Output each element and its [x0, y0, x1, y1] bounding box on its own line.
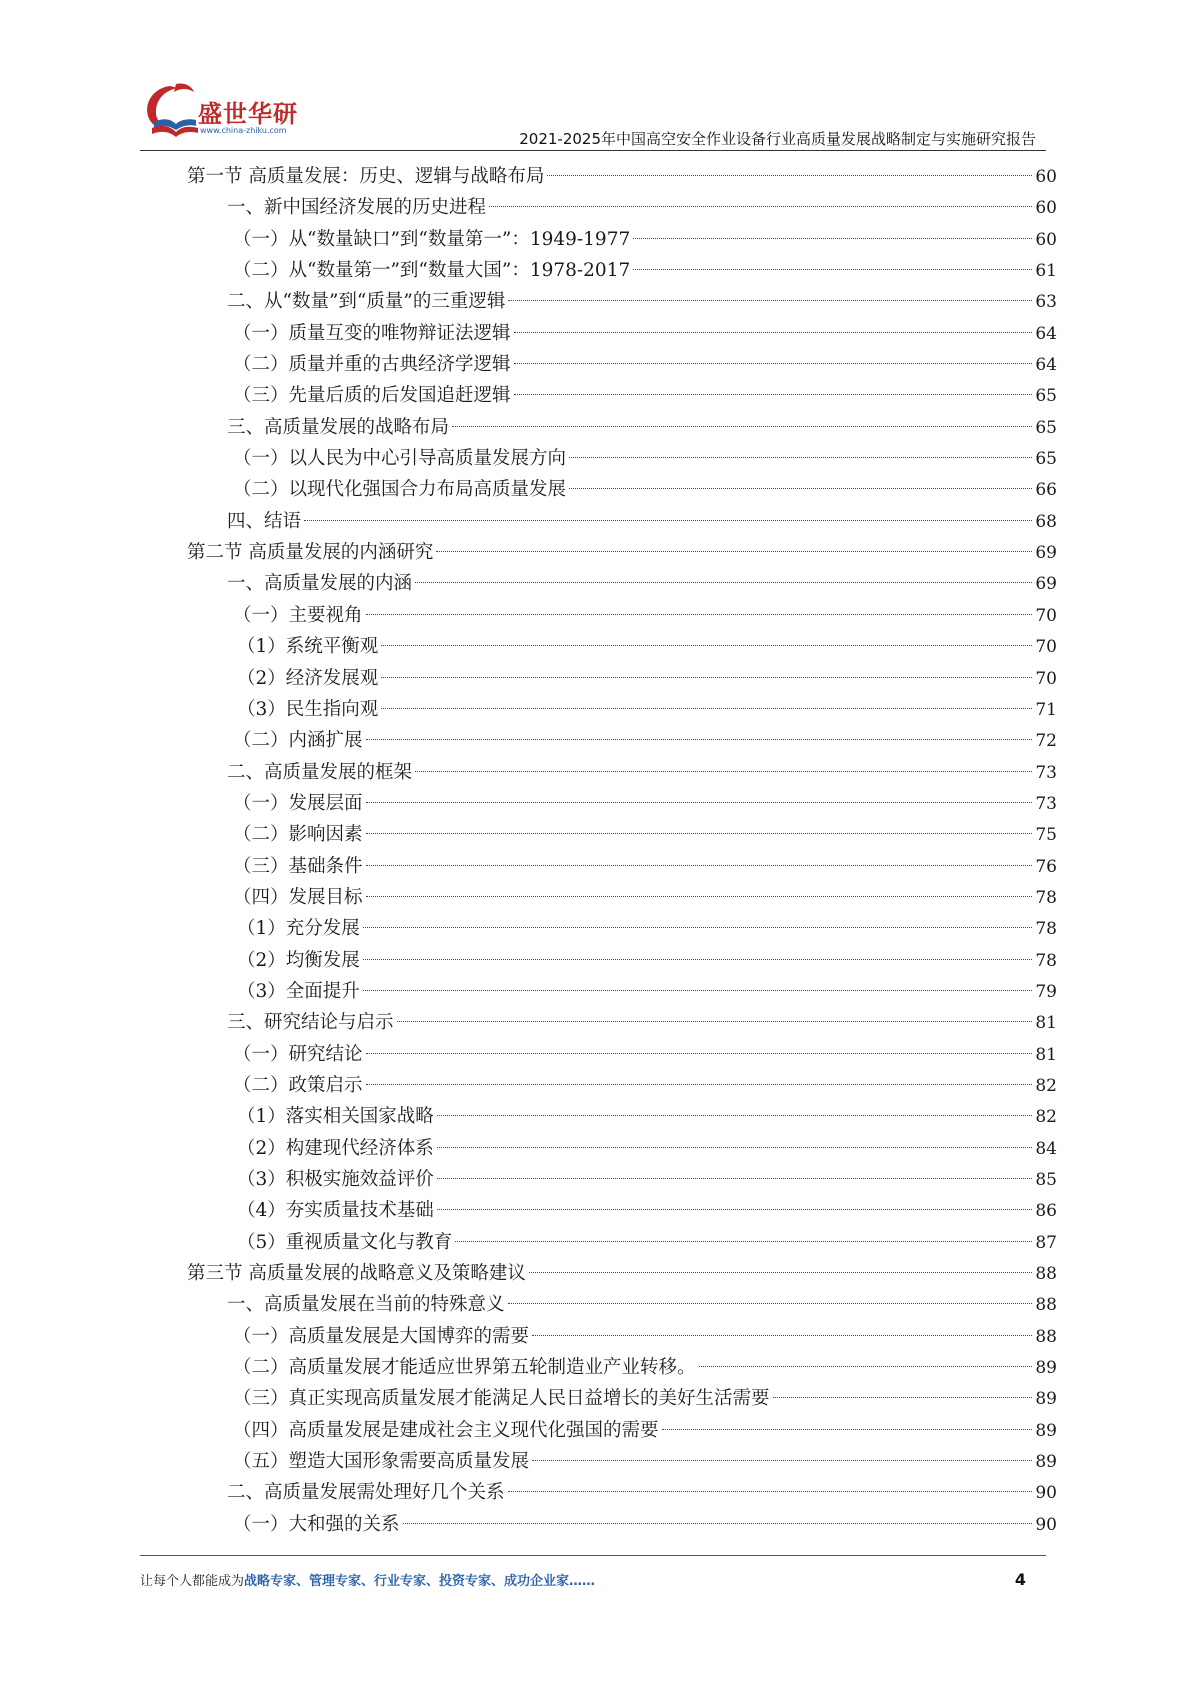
toc-entry[interactable] [187, 945, 1057, 976]
toc-entry-title: 第一节 高质量发展：历史、逻辑与战略布局 [187, 166, 545, 187]
company-logo [140, 80, 310, 150]
toc-dot-leader [304, 520, 1032, 521]
toc-entry-title: （二）以现代化强国合力布局高质量发展 [233, 479, 567, 501]
toc-entry-title: 二、从“数量”到“质量”的三重逻辑 [227, 291, 506, 313]
report-title: 2021-2025年中国高空安全作业设备行业高质量发展战略制定与实施研究报告 [519, 130, 1036, 148]
toc-entry-title: （二）高质量发展才能适应世界第五轮制造业产业转移。 [233, 1357, 696, 1379]
toc-dot-leader [363, 927, 1033, 928]
toc-entry[interactable] [187, 1258, 1057, 1289]
toc-dot-leader [397, 1021, 1033, 1022]
toc-entry[interactable] [187, 1070, 1057, 1101]
toc-entry[interactable] [187, 1007, 1057, 1038]
toc-entry-page: 66 [1035, 480, 1057, 501]
toc-entry-page: 76 [1035, 856, 1057, 877]
toc-entry-title: （3）积极实施效益评价 [237, 1169, 434, 1190]
toc-entry-title: 三、高质量发展的战略布局 [227, 416, 450, 438]
toc-dot-leader [514, 332, 1033, 333]
toc-entry-page: 65 [1035, 417, 1057, 438]
toc-entry-title: （三）真正实现高质量发展才能满足人民日益增长的美好生活需要 [233, 1388, 770, 1410]
toc-entry[interactable] [187, 725, 1057, 756]
footer-divider [140, 1555, 1046, 1556]
toc-entry-title: （二）质量并重的古典经济学逻辑 [233, 354, 511, 376]
toc-dot-leader [532, 1460, 1032, 1461]
toc-entry[interactable] [187, 1101, 1057, 1132]
toc-entry[interactable] [187, 1415, 1057, 1446]
toc-entry-page: 89 [1035, 1389, 1057, 1410]
toc-entry[interactable] [187, 1133, 1057, 1164]
toc-entry[interactable] [187, 1509, 1057, 1540]
toc-dot-leader [529, 1272, 1032, 1273]
toc-entry-page: 73 [1035, 793, 1057, 814]
toc-dot-leader [381, 645, 1032, 646]
toc-entry[interactable] [187, 1446, 1057, 1477]
toc-dot-leader [437, 1147, 1033, 1148]
page-header [0, 0, 1191, 160]
toc-entry-page: 72 [1035, 731, 1057, 752]
toc-entry-title: （3）民生指向观 [237, 698, 379, 720]
toc-dot-leader [514, 363, 1033, 364]
toc-entry-title: （2）构建现代经济体系 [237, 1137, 434, 1159]
toc-entry[interactable] [187, 412, 1057, 443]
toc-dot-leader [363, 990, 1033, 991]
toc-dot-leader [415, 771, 1032, 772]
toc-dot-leader [437, 1115, 1033, 1116]
toc-entry-page: 64 [1035, 323, 1057, 344]
toc-entry[interactable] [187, 568, 1057, 599]
toc-entry[interactable] [187, 600, 1057, 631]
toc-entry-title: 四、结语 [227, 510, 302, 532]
toc-entry-page: 82 [1035, 1107, 1057, 1128]
toc-entry-page: 89 [1035, 1358, 1057, 1379]
toc-dot-leader [381, 677, 1032, 678]
toc-entry-page: 88 [1035, 1264, 1057, 1285]
toc-entry-page: 86 [1035, 1201, 1057, 1222]
page-number: 4 [1014, 1570, 1026, 1589]
toc-dot-leader [366, 614, 1033, 615]
toc-entry[interactable] [187, 537, 1057, 568]
toc-entry-page: 82 [1035, 1075, 1057, 1096]
toc-entry-title: 一、新中国经济发展的历史进程 [227, 197, 487, 219]
toc-entry[interactable] [187, 788, 1057, 819]
toc-entry-page: 69 [1035, 543, 1057, 564]
toc-entry-page: 81 [1035, 1044, 1057, 1065]
toc-entry[interactable] [187, 757, 1057, 788]
toc-dot-leader [514, 394, 1033, 395]
toc-entry-page: 61 [1035, 261, 1057, 282]
toc-entry-title: （二）政策启示 [233, 1074, 363, 1096]
toc-dot-leader [569, 457, 1032, 458]
toc-entry[interactable] [187, 1477, 1057, 1508]
toc-entry-title: （二）内涵扩展 [233, 730, 363, 752]
toc-entry[interactable] [187, 1321, 1057, 1352]
toc-entry-page: 73 [1035, 762, 1057, 783]
toc-entry-title: （一）质量互变的唯物辩证法逻辑 [233, 322, 511, 344]
toc-entry-title: 一、高质量发展的内涵 [227, 573, 413, 595]
toc-entry-page: 88 [1035, 1295, 1057, 1316]
toc-dot-leader [363, 959, 1033, 960]
toc-entry-page: 90 [1035, 1514, 1057, 1535]
toc-dot-leader [437, 1209, 1033, 1210]
toc-entry-title: （1）落实相关国家战略 [237, 1106, 434, 1128]
toc-entry[interactable] [187, 631, 1057, 662]
toc-entry[interactable] [187, 851, 1057, 882]
toc-entry[interactable] [187, 255, 1057, 286]
toc-entry[interactable] [187, 663, 1057, 694]
toc-entry[interactable] [187, 192, 1057, 223]
toc-dot-leader [532, 1335, 1032, 1336]
header-divider [140, 150, 1046, 151]
toc-entry-page: 81 [1035, 1013, 1057, 1034]
toc-dot-leader [633, 238, 1032, 239]
toc-dot-leader [366, 896, 1033, 897]
toc-entry[interactable] [187, 694, 1057, 725]
toc-entry-title: （四）高质量发展是建成社会主义现代化强国的需要 [233, 1419, 659, 1441]
toc-entry-page: 84 [1035, 1138, 1057, 1159]
toc-entry-title: （5）重视质量文化与教育 [237, 1231, 453, 1253]
toc-dot-leader [508, 1491, 1033, 1492]
toc-entry[interactable] [187, 349, 1057, 380]
toc-entry-title: （一）高质量发展是大国博弈的需要 [233, 1325, 530, 1347]
toc-entry-page: 69 [1035, 574, 1057, 595]
toc-entry[interactable] [187, 161, 1057, 192]
toc-entry[interactable] [187, 1383, 1057, 1414]
toc-entry[interactable] [187, 474, 1057, 505]
toc-entry-title: （一）大和强的关系 [233, 1513, 400, 1535]
toc-entry[interactable] [187, 506, 1057, 537]
logo-url: www.china-zhiku.com [200, 126, 287, 135]
toc-entry-page: 78 [1035, 887, 1057, 908]
toc-entry-title: （一）发展层面 [233, 792, 363, 814]
toc-dot-leader [366, 1084, 1033, 1085]
table-of-contents [187, 161, 1057, 1540]
toc-entry-page: 75 [1035, 825, 1057, 846]
toc-dot-leader [381, 708, 1032, 709]
footer-slogan-prefix: 让每个人都能成为 [140, 1574, 245, 1589]
toc-dot-leader [366, 865, 1033, 866]
toc-entry-title: 二、高质量发展需处理好几个关系 [227, 1482, 505, 1504]
toc-dot-leader [489, 206, 1032, 207]
toc-dot-leader [366, 833, 1033, 834]
toc-entry-title: （一）从“数量缺口”到“数量第一”：1949-1977 [233, 228, 631, 250]
toc-entry[interactable] [187, 318, 1057, 349]
toc-dot-leader [366, 739, 1033, 740]
toc-entry-title: （1）系统平衡观 [237, 636, 379, 658]
toc-entry-title: （一）主要视角 [233, 604, 363, 626]
toc-entry-page: 88 [1035, 1326, 1057, 1347]
toc-dot-leader [633, 269, 1032, 270]
toc-dot-leader [699, 1366, 1033, 1367]
toc-entry-title: （三）先量后质的后发国追赶逻辑 [233, 385, 511, 407]
toc-entry-title: （4）夯实质量技术基础 [237, 1200, 434, 1222]
toc-entry-title: （二）影响因素 [233, 824, 363, 846]
toc-entry-page: 65 [1035, 449, 1057, 470]
toc-entry-title: 二、高质量发展的框架 [227, 761, 413, 783]
toc-dot-leader [508, 300, 1032, 301]
toc-entry-page: 89 [1035, 1452, 1057, 1473]
toc-entry-page: 60 [1035, 167, 1057, 187]
toc-entry[interactable] [187, 1227, 1057, 1258]
toc-entry[interactable] [187, 380, 1057, 411]
toc-entry[interactable] [187, 286, 1057, 317]
toc-entry-page: 70 [1035, 637, 1057, 658]
toc-dot-leader [437, 1178, 1033, 1179]
page-footer [140, 1570, 1046, 1594]
toc-entry-page: 78 [1035, 919, 1057, 940]
toc-dot-leader [452, 426, 1032, 427]
toc-entry-page: 89 [1035, 1420, 1057, 1441]
toc-dot-leader [455, 1241, 1032, 1242]
toc-entry-page: 65 [1035, 386, 1057, 407]
toc-entry-title: （三）基础条件 [233, 855, 363, 877]
toc-entry-page: 60 [1035, 229, 1057, 250]
logo-text: 盛世华研 [198, 100, 298, 128]
toc-entry[interactable] [187, 882, 1057, 913]
toc-entry-title: 第三节 高质量发展的战略意义及策略建议 [187, 1263, 526, 1285]
toc-entry-title: 第二节 高质量发展的内涵研究 [187, 542, 434, 564]
toc-dot-leader [547, 175, 1032, 176]
toc-entry-page: 79 [1035, 981, 1057, 1002]
toc-entry-title: （五）塑造大国形象需要高质量发展 [233, 1451, 530, 1473]
toc-entry[interactable] [187, 224, 1057, 255]
toc-dot-leader [436, 551, 1032, 552]
toc-dot-leader [662, 1429, 1033, 1430]
toc-entry-title: （1）充分发展 [237, 918, 360, 940]
toc-entry[interactable] [187, 976, 1057, 1007]
toc-entry-page: 70 [1035, 668, 1057, 689]
toc-dot-leader [569, 488, 1032, 489]
toc-entry-title: （一）以人民为中心引导高质量发展方向 [233, 448, 567, 470]
toc-entry-page: 70 [1035, 605, 1057, 626]
toc-entry[interactable] [187, 913, 1057, 944]
toc-entry-page: 90 [1035, 1483, 1057, 1504]
toc-entry[interactable] [187, 443, 1057, 474]
toc-entry-title: 三、研究结论与启示 [227, 1012, 394, 1034]
toc-dot-leader [403, 1523, 1033, 1524]
toc-entry[interactable] [187, 819, 1057, 850]
toc-entry-page: 71 [1035, 699, 1057, 720]
toc-entry-title: （2）经济发展观 [237, 667, 379, 689]
toc-dot-leader [366, 1053, 1033, 1054]
toc-entry-page: 85 [1035, 1170, 1057, 1190]
toc-entry[interactable] [187, 1039, 1057, 1070]
toc-entry-page: 60 [1035, 198, 1057, 219]
toc-entry[interactable] [187, 1352, 1057, 1383]
toc-entry-page: 87 [1035, 1232, 1057, 1253]
toc-entry-page: 78 [1035, 950, 1057, 971]
toc-entry-page: 64 [1035, 355, 1057, 376]
toc-entry-title: （2）均衡发展 [237, 949, 360, 971]
toc-entry-title: 一、高质量发展在当前的特殊意义 [227, 1294, 505, 1316]
toc-dot-leader [508, 1303, 1033, 1304]
footer-slogan-highlight: 战略专家、管理专家、行业专家、投资专家、成功企业家…… [244, 1574, 596, 1589]
toc-entry-title: （一）研究结论 [233, 1043, 363, 1065]
toc-entry[interactable] [187, 1195, 1057, 1226]
toc-entry-page: 63 [1035, 292, 1057, 313]
toc-entry[interactable] [187, 1289, 1057, 1320]
toc-entry-title: （四）发展目标 [233, 886, 363, 908]
toc-dot-leader [415, 582, 1032, 583]
toc-entry-title: （二）从“数量第一”到“数量大国”：1978-2017 [233, 260, 631, 282]
logo-emblem-icon [140, 80, 202, 140]
toc-entry[interactable] [187, 1164, 1057, 1195]
toc-entry-page: 68 [1035, 511, 1057, 532]
toc-entry-title: （3）全面提升 [237, 980, 360, 1002]
toc-dot-leader [773, 1397, 1033, 1398]
toc-dot-leader [366, 802, 1033, 803]
